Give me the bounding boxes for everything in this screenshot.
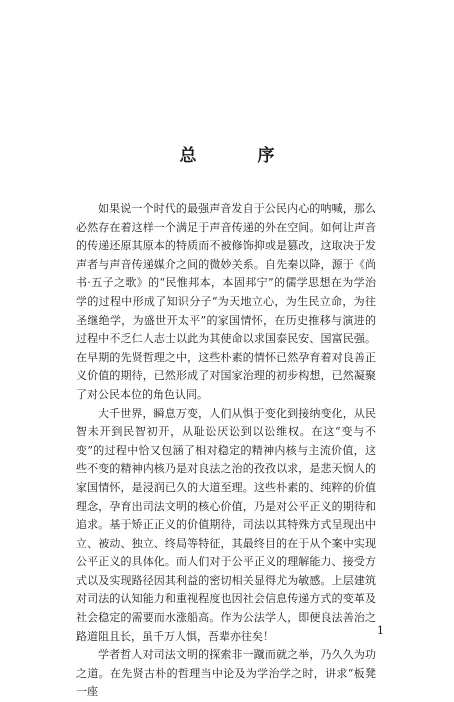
page-title: 总 序 (179, 146, 297, 166)
paragraph-3: 学者哲人对司法文明的探索非一蹴而就之举，乃久久为功之道。在先贤古朴的哲理当中论及为学治学之时，讲求“板凳一座 (76, 648, 376, 699)
body-text (76, 200, 376, 702)
page-number: 1 (377, 624, 384, 637)
paragraph-2: 大千世界，瞬息万变，人们从惧于变化到接纳变化，从民智未开到民智初开，从耻讼厌讼到以讼维权。在这“变与不变”的过程中恰又包涵了相对稳定的精神内核与主流价值，这些不变的精神内核乃是对良法之治的孜孜以求，是悲天悯人的家国情怀，是浸润已久的大道至理。这些朴素的、纯粹的价值理念，孕育出司法文明的核心价值，乃是对公平正义的期待和追求。基于矫正正义的价值期待，司法以其特殊方式呈现出中立、被动、独立、终局等特征，其最终目的在于从个案中实现公平正义的具体化。而人们对于公平正义的理解能力、接受方式以及实现路径因其利益的密切相关显得尤为敏感。上层建筑对司法的认知能力和重视程度也因社会信息传递方式的变革及社会稳定的需要而水涨船高。作为公法学人，即便良法善治之路道阻且长，虽千万人惧，吾辈亦往矣！ (76, 406, 376, 643)
paragraph-1: 如果说一个时代的最强声音发自于公民内心的呐喊，那么必然存在着这样一个满足于声音传递的外在空间。如何让声音的传递还原其原本的特质而不被修饰抑或是篡改，这取决于发声者与声音传递媒介之间的微妙关系。自先秦以降，源于《尚书·五子之歌》的“民惟邦本，本固邦宁”的儒学思想在为学治学的过程中形成了知识分子“为天地立心，为生民立命，为往圣继绝学，为盛世开太平”的家国情怀，在历史推移与演进的过程中不乏仁人志士以此为其使命以求国泰民安、国富民强。在早期的先贤哲理之中，这些朴素的情怀已然孕育着对良善正义价值的期待，已然形成了对国家治理的初步构想，已然凝聚了对公民本位的角色认同。 (76, 202, 376, 401)
